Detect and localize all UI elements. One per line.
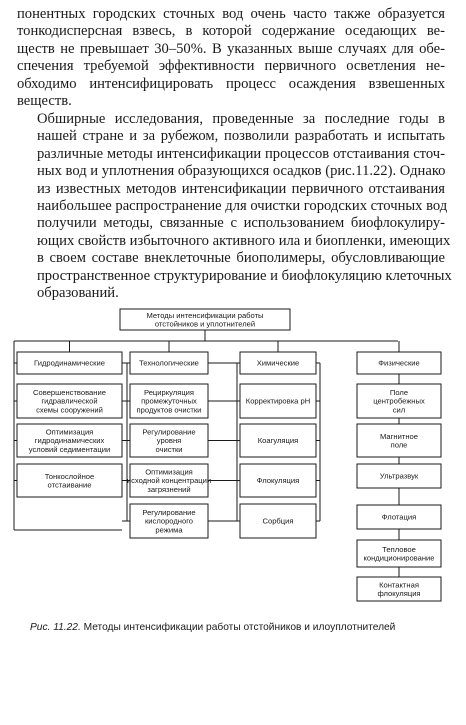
method-box-2-0-label: Корректировка pH — [245, 396, 311, 406]
methods-diagram — [0, 300, 466, 610]
method-box-1-3-label: режима — [155, 525, 183, 535]
root-box-label: Методы интенсификации работы — [146, 310, 264, 320]
method-box-3-4-label: Тепловое — [382, 544, 416, 554]
paragraph-2-line: из известных методов интенсификации первичного отстаивания — [37, 180, 445, 197]
method-box-0-0-label: гидравлической — [41, 396, 98, 406]
method-box-2-1-label: Коагуляция — [257, 436, 299, 446]
figure-caption-text: Методы интенсификации работы отстойников и илоуплотнителей — [80, 622, 396, 633]
paragraph-1-line: спечения требуемой эффективности первичного осветления не- — [17, 58, 445, 75]
paragraph-2-line: Обширные исследования, проведенные за последние годы в — [37, 111, 445, 127]
paragraph-1-line: ществ не превышает 30–50%. В указанных выше случаях для обе- — [17, 40, 445, 57]
paragraph-2-line: нашей стране и за рубежом, позволили разработать и испытать — [37, 128, 445, 145]
method-box-1-3-label: кислородного — [144, 516, 194, 526]
paragraph-2-line: в своем составе внеклеточные биополимеры, обусловливающие — [37, 250, 445, 267]
paragraph-2-line: пространственное структурирование и биофлокуляцию клеточных — [37, 267, 452, 284]
category-box-0-label: Гидродинамические — [34, 358, 105, 368]
category-box-3-label: Физические — [378, 358, 420, 368]
method-box-1-0-label: продуктов очистки — [136, 405, 202, 415]
category-box-2-label: Химические — [256, 358, 300, 368]
method-box-3-2-label: Ультразвук — [379, 471, 419, 481]
paragraph-2-line: образований. — [37, 285, 119, 302]
method-box-3-0-label: Поле — [389, 388, 409, 398]
method-box-1-1-label: очистки — [155, 444, 183, 454]
method-box-1-2-label: исходной концентрации — [126, 476, 212, 486]
method-box-3-5-label: Контактная — [379, 580, 419, 590]
paragraph-1-line: понентных городских сточных вод очень часто также образуется — [17, 6, 445, 22]
paragraph-1-line: тонкодисперсная взвесь, в которой содержание оседающих ве- — [17, 23, 445, 40]
root-box-label: отстойников и уплотнителей — [154, 319, 256, 329]
method-box-1-3-label: Регулирование — [142, 508, 196, 518]
method-box-1-2-label: загрязнений — [147, 484, 191, 494]
method-box-2-2-label: Флокуляция — [256, 476, 300, 486]
method-box-3-5-label: флокуляция — [377, 589, 421, 598]
method-box-3-1-label: Магнитное — [380, 431, 418, 441]
method-box-1-1-label: Регулирование — [142, 427, 196, 437]
method-box-3-0-label: центробежных — [373, 396, 425, 406]
paragraph-2-line: ных вод и уплотнения образующихся осадков (рис.11.22). Однако — [37, 163, 446, 180]
method-box-0-1-label: Оптимизация — [45, 427, 94, 437]
figure-number: Рис. 11.22. — [30, 622, 81, 633]
method-box-1-0-label: Рециркуляция — [143, 388, 195, 398]
method-box-3-3-label: Флотация — [381, 512, 417, 522]
paragraph-2-line: ющих свойств избыточного активного ила и биопленки, имеющих — [37, 232, 451, 249]
method-box-3-1-label: поле — [390, 440, 408, 450]
paragraph-1 — [17, 6, 445, 110]
method-box-2-3-label: Сорбция — [262, 516, 294, 526]
method-box-3-0-label: сил — [392, 405, 406, 415]
method-box-0-0-label: схемы сооружений — [36, 405, 103, 415]
paragraph-2 — [17, 111, 452, 302]
method-box-1-0-label: промежуточных — [141, 396, 197, 406]
paragraph-2-line: получили методы, связанные с использованием биофлокулиру- — [37, 215, 445, 232]
method-box-0-1-label: гидродинамических — [34, 436, 105, 446]
paragraph-2-line: различные методы интенсификации процессов отстаивания сточ- — [37, 145, 445, 162]
method-box-0-0-label: Совершенствование — [33, 388, 106, 398]
paragraph-2-line: наибольшее распространение для очистки городских сточных вод — [37, 198, 448, 215]
method-box-0-2-label: отстаивание — [47, 480, 92, 490]
paragraph-1-line: веществ. — [17, 93, 72, 110]
method-box-0-2-label: Тонкослойное — [44, 471, 95, 481]
method-box-0-1-label: условий седиментации — [28, 444, 111, 454]
method-box-1-2-label: Оптимизация — [145, 467, 193, 477]
category-box-1-label: Технологические — [139, 358, 199, 368]
figure-caption — [30, 622, 450, 633]
paragraph-1-line: обходимо интенсифицировать процесс осаждения взвешенных — [17, 75, 445, 92]
method-box-1-1-label: уровня — [156, 436, 182, 446]
method-box-3-4-label: кондиционирование — [363, 553, 435, 563]
